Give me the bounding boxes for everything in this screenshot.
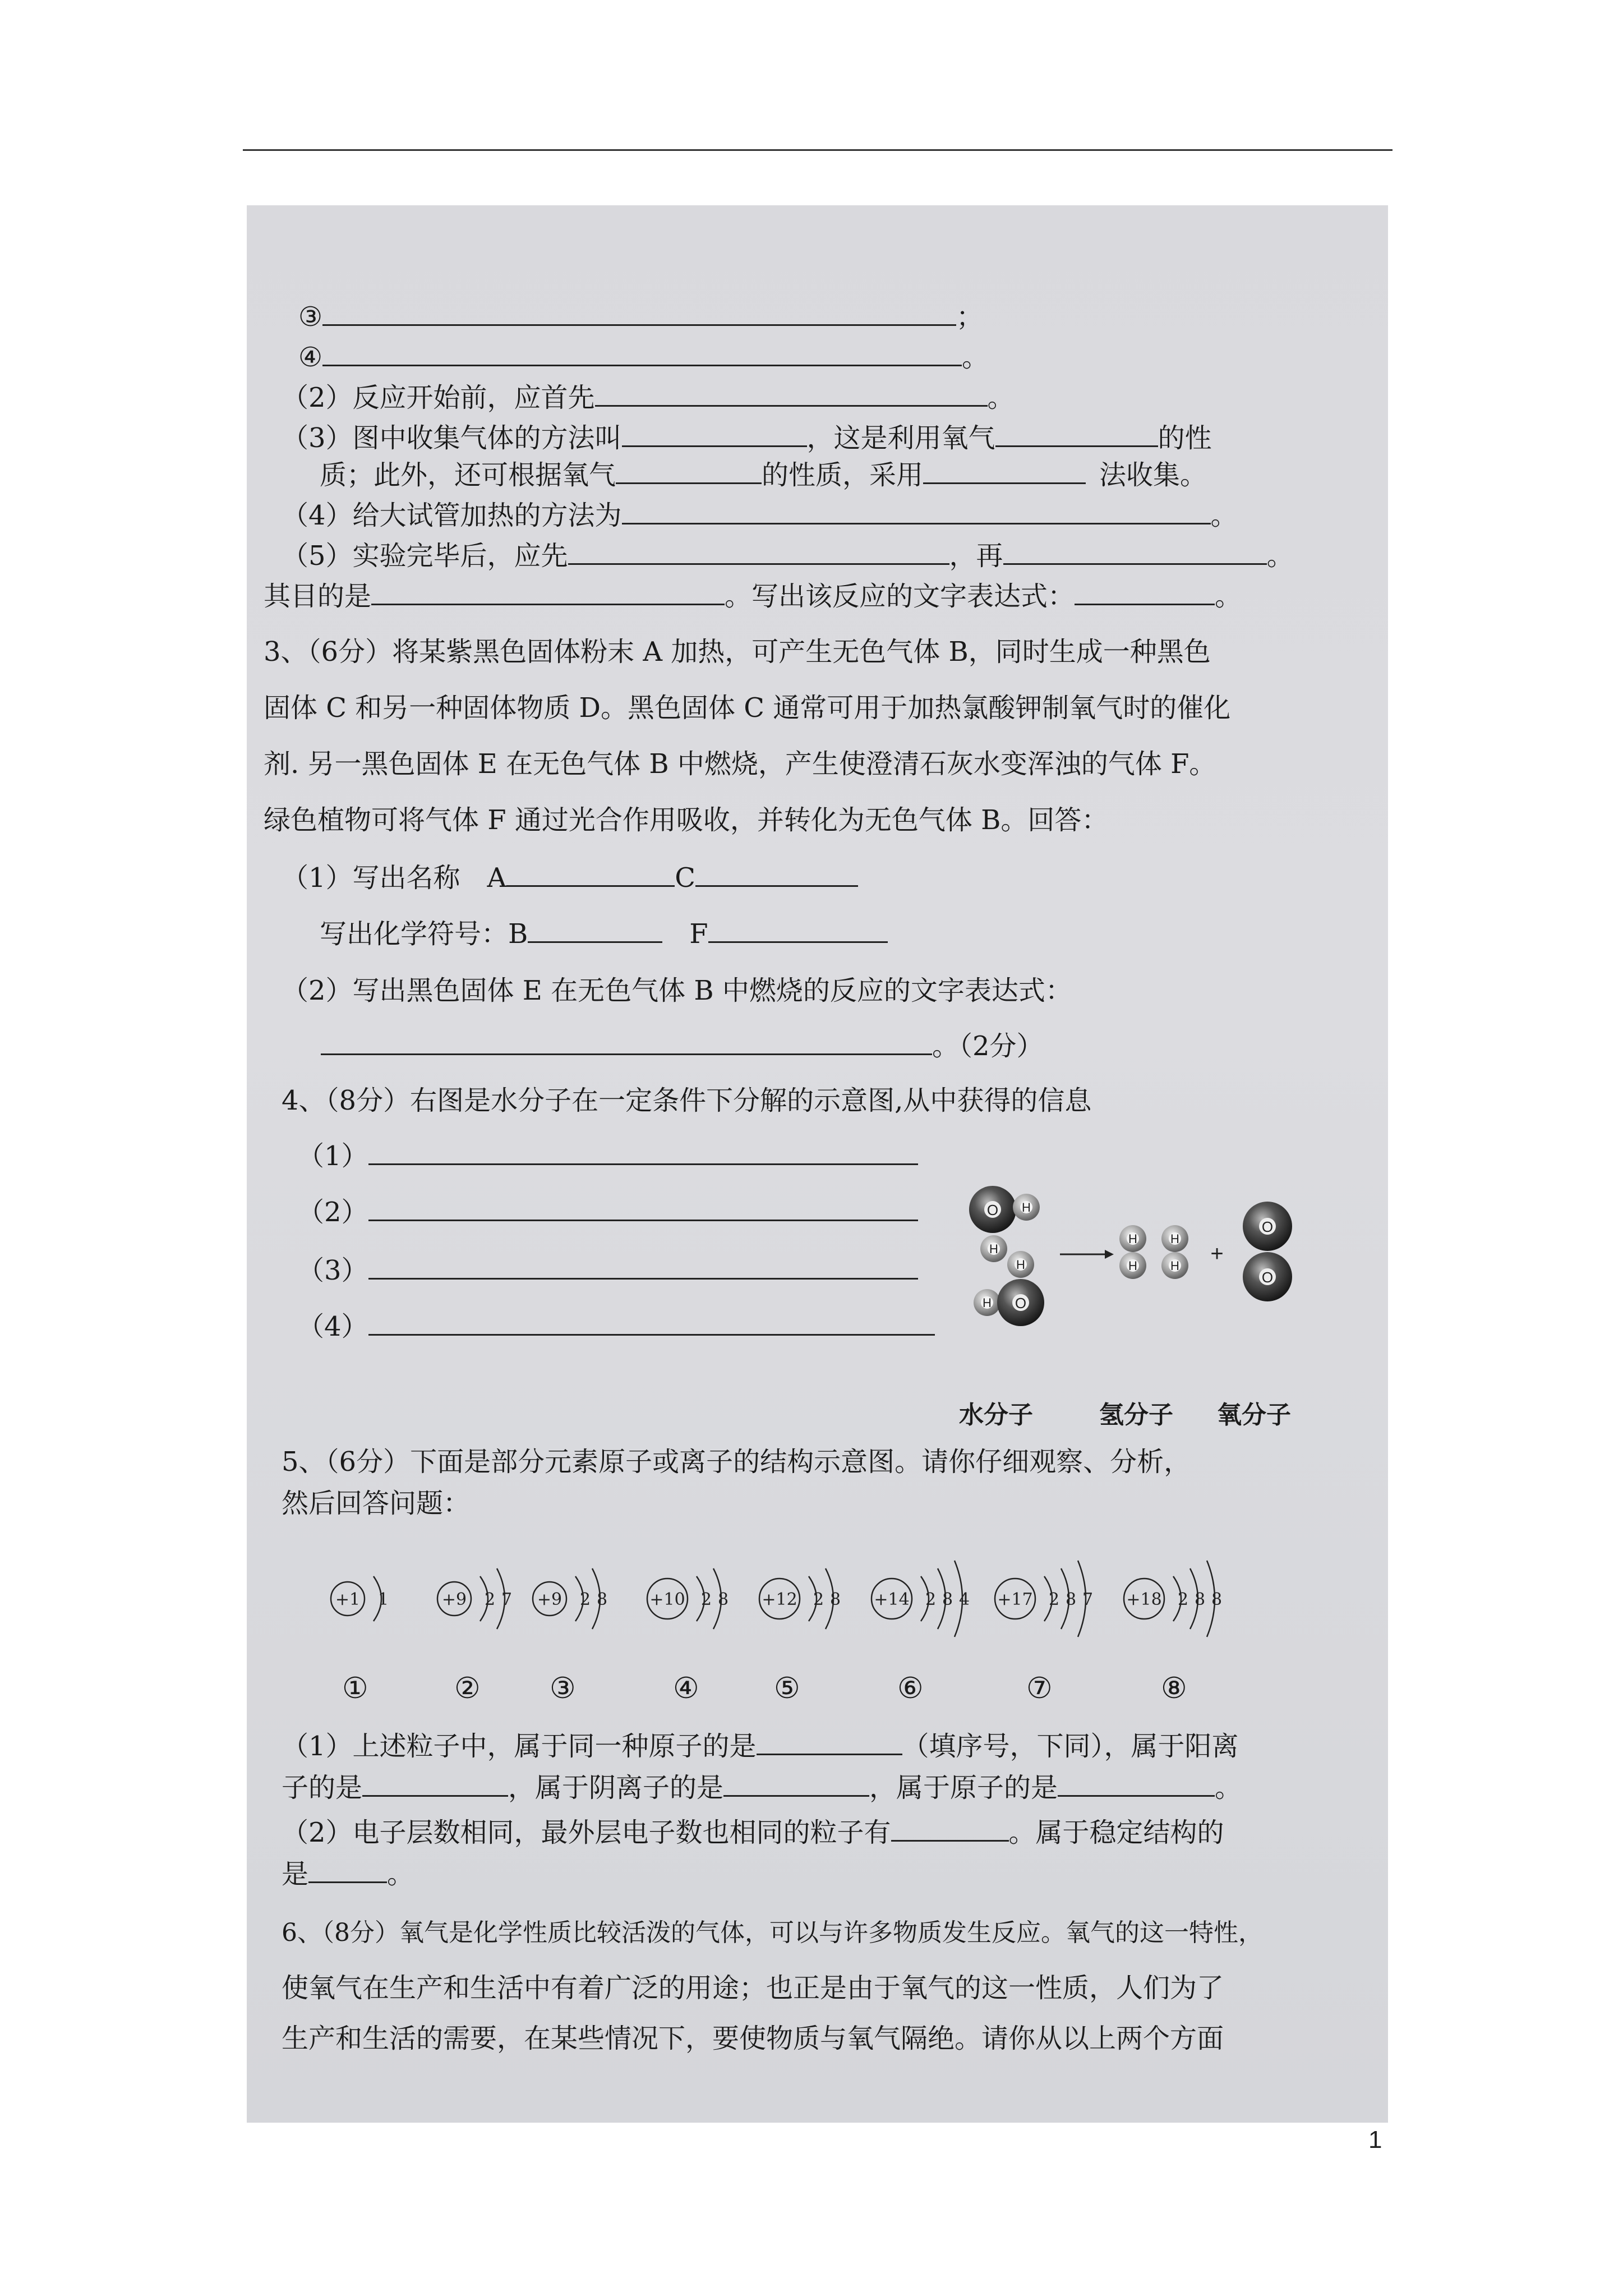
question-3-para: 剂. 另一黑色固体 E 在无色气体 B 中燃烧，产生使澄清石灰水变浑浊的气体 F。	[264, 748, 1216, 780]
electron-count: 7	[1082, 1590, 1094, 1609]
hydrogen-symbol: H	[1170, 1259, 1179, 1273]
nucleus-charge: +14	[874, 1590, 910, 1609]
hydrogen-symbol: H	[983, 1296, 992, 1310]
atoms-svg	[325, 1531, 1245, 1666]
electron-count: 2	[925, 1590, 937, 1609]
electron-count: 2	[1049, 1590, 1060, 1609]
question-4-item: （2）	[297, 1195, 918, 1229]
atom-number: ⑦	[1026, 1672, 1053, 1705]
electron-count: 8	[1066, 1590, 1077, 1609]
hydrogen-symbol: H	[1016, 1258, 1025, 1272]
electron-count: 2	[485, 1590, 496, 1609]
answer-blank[interactable]	[308, 1857, 387, 1883]
question-5-prompt: 然后回答问题：	[282, 1488, 471, 1519]
answer-blank[interactable]	[368, 1309, 935, 1336]
question-4-item: （4）	[297, 1309, 935, 1343]
atom-number: ⑥	[897, 1672, 924, 1705]
water-decomposition-diagram	[959, 1170, 1312, 1434]
electron-count: 7	[501, 1590, 513, 1609]
question-5-2a: （2）电子层数相同，最外层电子数也相同的粒子有 。属于稳定结构的	[282, 1815, 1224, 1849]
question-3-1: （1）写出名称 A C	[282, 861, 858, 895]
oxygen-symbol: O	[1015, 1295, 1027, 1312]
answer-blank[interactable]	[368, 1195, 918, 1221]
electron-count: 8	[1211, 1590, 1223, 1609]
page-number: 1	[1368, 2126, 1382, 2154]
answer-blank[interactable]	[757, 1729, 902, 1755]
oxygen-molecule-label: 氧分子	[1217, 1401, 1291, 1429]
answer-blank[interactable]	[595, 380, 988, 407]
question-4-item: （3）	[297, 1253, 918, 1287]
atom-structure	[437, 1568, 512, 1629]
hydrogen-molecule-label: 氢分子	[1099, 1401, 1173, 1429]
nucleus-charge: +9	[441, 1590, 467, 1609]
atom-number: ③	[550, 1672, 576, 1705]
answer-blank[interactable]	[371, 579, 725, 605]
answer-blank[interactable]	[322, 300, 956, 326]
question-5-1b: 子的是 ，属于阴离子的是 ，属于原子的是 。	[282, 1770, 1242, 1805]
nucleus-charge: +18	[1126, 1590, 1162, 1609]
answer-blank[interactable]	[362, 1770, 508, 1797]
answer-blank[interactable]	[723, 1770, 869, 1797]
oxygen-molecule	[1243, 1202, 1292, 1301]
question-3-para: 固体 C 和另一种固体物质 D。黑色固体 C 通常可用于加热氯酸钾制氧气时的催化	[264, 692, 1231, 724]
electron-count: 2	[813, 1590, 824, 1609]
answer-blank[interactable]	[368, 1253, 918, 1280]
question-4-prompt: 4、（8分）右图是水分子在一定条件下分解的示意图,从中获得的信息	[282, 1085, 1092, 1116]
atom-structure	[759, 1568, 841, 1629]
question-2-4: （4）给大试管加热的方法为 。	[282, 498, 1238, 532]
line-item-4: ④ 。	[298, 340, 989, 374]
answer-blank[interactable]	[708, 917, 888, 943]
answer-blank[interactable]	[321, 1029, 932, 1055]
question-6-para: 使氧气在生产和生活中有着广泛的用途；也正是由于氧气的这一性质，人们为了	[282, 1972, 1224, 2004]
nucleus-charge: +12	[762, 1590, 797, 1609]
atom-number: ⑤	[774, 1672, 800, 1705]
electron-count: 2	[580, 1590, 591, 1609]
electron-count: 8	[942, 1590, 953, 1609]
electron-count: 8	[718, 1590, 729, 1609]
atom-structure	[533, 1568, 607, 1629]
water-molecule	[974, 1251, 1044, 1326]
answer-blank[interactable]	[1075, 579, 1215, 605]
water-molecule	[969, 1186, 1040, 1262]
nucleus-charge: +17	[997, 1590, 1033, 1609]
question-3-para: 3、（6分）将某紫黑色固体粉末 A 加热，可产生无色气体 B，同时生成一种黑色	[264, 636, 1211, 668]
answer-blank[interactable]	[506, 861, 675, 887]
atom-number: ②	[454, 1672, 481, 1705]
question-2-5b: 其目的是 。写出该反应的文字表达式： 。	[264, 579, 1242, 613]
atom-structure	[995, 1561, 1093, 1637]
answer-blank[interactable]	[322, 340, 962, 366]
answer-blank[interactable]	[1003, 539, 1267, 565]
line-item-3: ③ ；	[298, 300, 983, 334]
hydrogen-molecule	[1161, 1225, 1188, 1279]
answer-blank[interactable]	[622, 498, 1211, 524]
answer-blank[interactable]	[695, 861, 858, 887]
electron-count: 2	[701, 1590, 712, 1609]
answer-blank[interactable]	[891, 1815, 1009, 1842]
answer-blank[interactable]	[995, 421, 1158, 447]
atom-number: ④	[673, 1672, 699, 1705]
oxygen-symbol: O	[986, 1202, 999, 1218]
question-2-5a: （5）实验完毕后，应先 ，再 。	[282, 539, 1294, 573]
question-3-2: （2）写出黑色固体 E 在无色气体 B 中燃烧的反应的文字表达式：	[282, 975, 1072, 1006]
electron-count: 4	[959, 1590, 970, 1609]
question-3-para: 绿色植物可将气体 F 通过光合作用吸收，并转化为无色气体 B。回答：	[264, 804, 1109, 836]
water-molecule-label: 水分子	[959, 1401, 1033, 1429]
nucleus-charge: +1	[335, 1590, 361, 1609]
oxygen-symbol: O	[1261, 1218, 1274, 1235]
electron-count: 8	[1195, 1590, 1206, 1609]
electron-count: 2	[1178, 1590, 1189, 1609]
electron-count: 8	[597, 1590, 608, 1609]
hydrogen-symbol: H	[1022, 1200, 1031, 1214]
answer-blank[interactable]	[368, 1139, 918, 1165]
electron-count: 1	[378, 1590, 389, 1609]
answer-blank[interactable]	[528, 917, 662, 943]
hydrogen-symbol: H	[1170, 1232, 1179, 1246]
header-rule	[243, 149, 1393, 151]
answer-blank[interactable]	[1058, 1770, 1215, 1797]
answer-blank[interactable]	[568, 539, 949, 565]
atom-structure	[331, 1576, 389, 1621]
hydrogen-molecule	[1119, 1225, 1146, 1279]
nucleus-charge: +10	[649, 1590, 685, 1609]
atom-structure-diagrams	[325, 1531, 1245, 1722]
answer-blank[interactable]	[616, 458, 762, 484]
question-4-item: （1）	[297, 1139, 918, 1173]
atom-number: ①	[342, 1672, 368, 1705]
question-6-para: 6、（8分）氧气是化学性质比较活泼的气体，可以与许多物质发生反应。氧气的这一特性，	[282, 1918, 1263, 1947]
question-5-2b: 是 。	[282, 1857, 414, 1891]
electron-count: 8	[830, 1590, 841, 1609]
oxygen-symbol: O	[1261, 1269, 1274, 1286]
hydrogen-symbol: H	[1128, 1259, 1137, 1273]
plus-sign: +	[1210, 1241, 1224, 1266]
question-6-para: 生产和生活的需要，在某些情况下，要使物质与氧气隔绝。请你从以上两个方面	[282, 2023, 1224, 2054]
molecule-svg	[965, 1170, 1312, 1395]
question-5-1a: （1）上述粒子中，属于同一种原子的是 （填序号，下同），属于阳离	[282, 1729, 1239, 1763]
atom-number: ⑧	[1161, 1672, 1187, 1705]
question-2-3b: 质；此外，还可根据氧气 的性质，采用 法收集。	[320, 458, 1207, 492]
question-2-3a: （3）图中收集气体的方法叫 ，这是利用氧气 的性	[282, 421, 1212, 455]
arrow-head-icon	[1105, 1250, 1114, 1259]
answer-blank[interactable]	[923, 458, 1086, 484]
atom-structure	[1124, 1561, 1222, 1637]
hydrogen-symbol: H	[989, 1242, 998, 1256]
question-2-2: （2）反应开始前，应首先 。	[282, 380, 1015, 415]
nucleus-charge: +9	[537, 1590, 562, 1609]
question-3-1b: 写出化学符号：B F	[320, 917, 888, 951]
hydrogen-symbol: H	[1128, 1232, 1137, 1246]
answer-blank[interactable]	[622, 421, 807, 447]
atom-structure	[647, 1568, 728, 1629]
scanned-page	[247, 205, 1388, 2123]
question-3-2b: 。（2分）	[321, 1029, 1044, 1063]
question-5-prompt: 5、（6分）下面是部分元素原子或离子的结构示意图。请你仔细观察、分析，	[282, 1446, 1191, 1478]
atom-structure	[872, 1561, 970, 1637]
